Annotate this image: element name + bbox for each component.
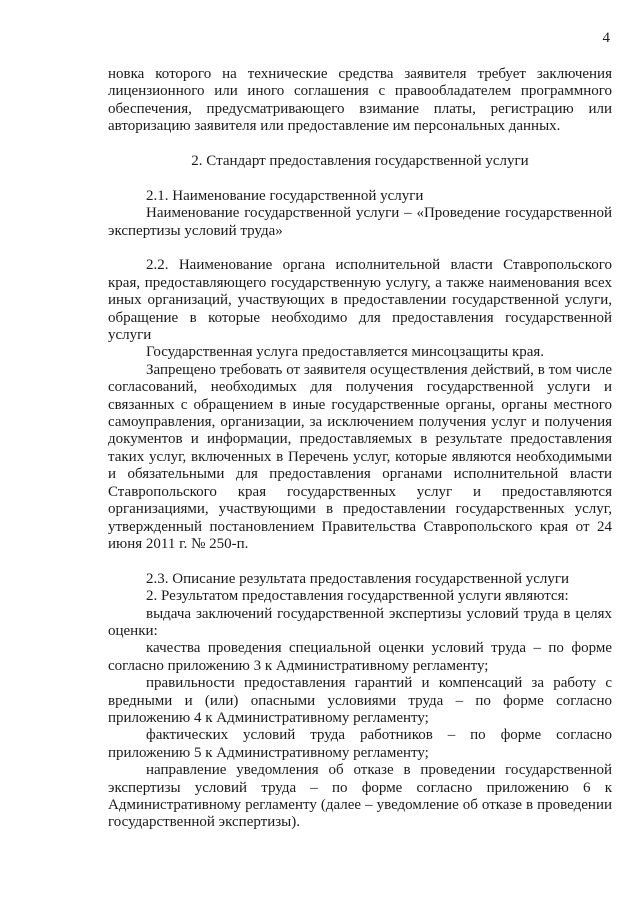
paragraph-results-intro: 2. Результатом предоставления государственной услуги являются: xyxy=(146,588,569,605)
paragraph-results-item: выдача заключений государственной экспертизы условий труда в целях оценки: xyxy=(108,605,612,639)
paragraph-prohibition: Запрещено требовать от заявителя осуществления действий, в том числе согласований, необходимых для получения государственной услуги и связанных с обращением в иные государственные органы, органы местного самоуправления, организации, за исключением получения услуг и получения документов и информации, предоставляемых в результате предоставления таких услуг, включенных в Перечень услуг, которые являются необходимыми и обязательными для предоставления органами исполнительной власти Ставропольского края государственных услуг и предоставляются организациями, участвующими в предоставлении государственных услуг, утвержденный постановлением Правительства Ставропольского края от 24 июня 2011 г. № 250-п. xyxy=(108,361,612,552)
subsection-heading-2-1: 2.1. Наименование государственной услуги xyxy=(146,187,424,204)
spacer xyxy=(108,553,612,570)
subsection-heading-2-2: 2.2. Наименование органа исполнительной власти Ставропольского края, предоставляющего государственную услугу, а также наименования всех иных организаций, участвующих в предоставлении государственной услуги, обращение в которые необходимо для предоставления государственной услуги xyxy=(108,257,612,344)
spacer xyxy=(108,170,612,187)
spacer xyxy=(108,136,612,153)
paragraph-results-item: правильности предоставления гарантий и компенсаций за работу с вредными и (или) опасными условиями труда – по форме согласно приложению 4 к Административному регламенту; xyxy=(108,675,612,726)
paragraph-service-name: Наименование государственной услуги – «Проведение государственной экспертизы условий труда» xyxy=(108,205,612,239)
paragraph-provider: Государственная услуга предоставляется минсоцзащиты края. xyxy=(146,344,545,361)
spacer xyxy=(108,240,612,257)
page-number: 4 xyxy=(602,30,610,46)
paragraph-results-item: качества проведения специальной оценки условий труда – по форме согласно приложению 3 к Административному регламенту; xyxy=(108,640,612,674)
subsection-heading-2-3: 2.3. Описание результата предоставления государственной услуги xyxy=(146,570,570,587)
paragraph-results-item: фактических условий труда работников – по форме согласно приложению 5 к Административному регламенту; xyxy=(108,727,612,761)
section-heading: 2. Стандарт предоставления государственной услуги xyxy=(191,153,529,170)
document-body xyxy=(108,66,612,832)
paragraph-continuation: новка которого на технические средства заявителя требует заключения лицензионного или иного соглашения с правообладателем программного обеспечения, предусматривающего взимание платы, регистрацию или авторизацию заявителя или предоставление им персональных данных. xyxy=(108,66,612,135)
paragraph-results-item: направление уведомления об отказе в проведении государственной экспертизы условий труда – по форме согласно приложению 6 к Административному регламенту (далее – уведомление об отказе в проведении государственной экспертизы). xyxy=(108,762,612,831)
